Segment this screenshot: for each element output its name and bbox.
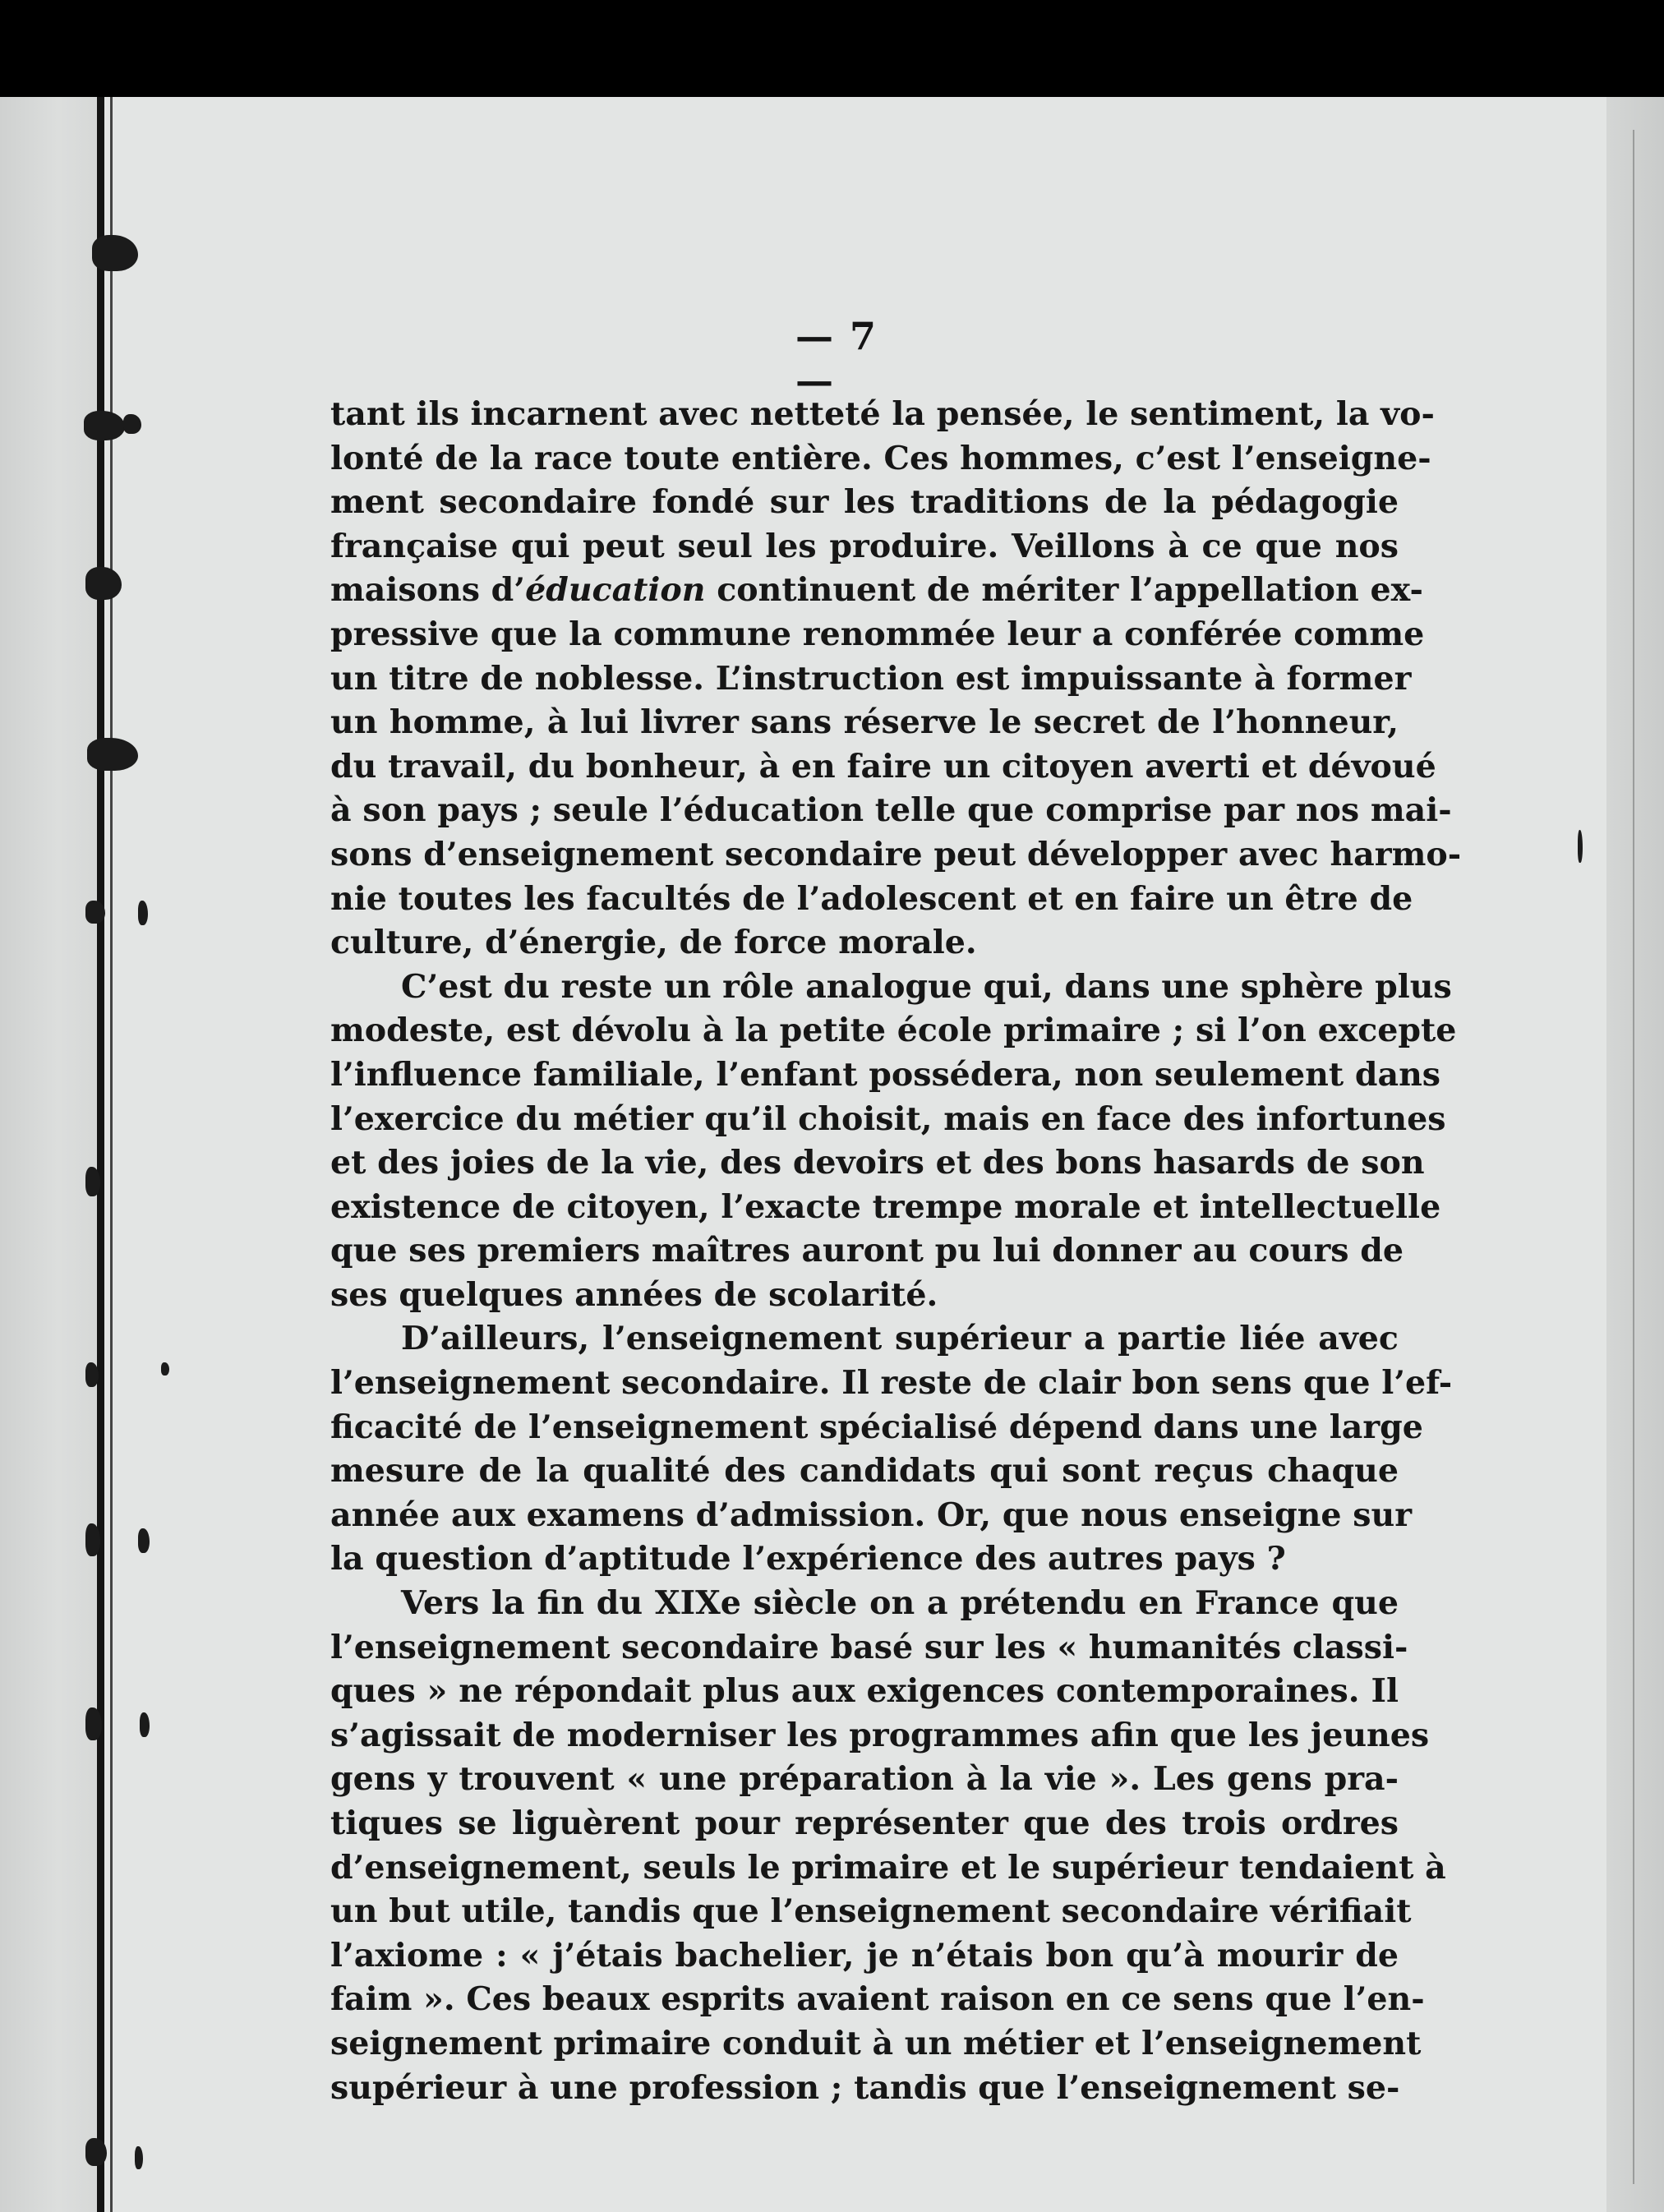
text-line: tiques se liguèrent pour représenter que des trois ordres	[330, 1804, 1399, 1842]
text-line: sons d’enseignement secondaire peut développer avec harmo-	[330, 835, 1462, 873]
text-line: gens y trouvent « une préparation à la vie ». Les gens pra-	[330, 1760, 1399, 1799]
text-line: ques » ne répondait plus aux exigences contemporaines. Il	[330, 1672, 1399, 1711]
text-line: C’est du reste un rôle analogue qui, dans une sphère plus	[401, 967, 1452, 1006]
binding-mark	[85, 1523, 100, 1556]
text-line: l’influence familiale, l’enfant possédera, non seulement dans	[330, 1055, 1441, 1094]
text-line: et des joies de la vie, des devoirs et des bons hasards de son	[330, 1144, 1425, 1182]
text-line: ses quelques années de scolarité.	[330, 1275, 938, 1314]
right-page-edge	[1606, 97, 1664, 2212]
text-line: année aux examens d’admission. Or, que nous enseigne sur	[330, 1495, 1413, 1534]
text-line: seignement primaire conduit à un métier et l’enseignement	[330, 2024, 1422, 2062]
text-line: pressive que la commune renommée leur a conférée comme	[330, 615, 1425, 653]
text-line: mesure de la qualité des candidats qui sont reçus chaque	[330, 1452, 1399, 1491]
binding-mark	[138, 901, 148, 925]
text-line: D’ailleurs, l’enseignement supérieur a partie liée avec	[401, 1320, 1399, 1358]
text-line: d’enseignement, seuls le primaire et le supérieur tendaient à	[330, 1848, 1446, 1887]
paragraph	[330, 1582, 1446, 2110]
binding-mark	[85, 2138, 107, 2166]
right-edge-mark	[1578, 830, 1583, 863]
binding-mark	[85, 1362, 99, 1387]
text-line: la question d’aptitude l’expérience des autres pays ?	[330, 1540, 1286, 1578]
text-line: française qui peut seul les produire. Veillons à ce que nos	[330, 527, 1399, 565]
text-line: Vers la fin du XIXe siècle on a prétendu en France que	[401, 1584, 1399, 1623]
text-line: ment secondaire fondé sur les traditions de la pédagogie	[330, 483, 1399, 522]
text-line: tant ils incarnent avec netteté la pensée, le sentiment, la vo-	[330, 395, 1435, 433]
right-edge-line	[1633, 130, 1634, 2184]
binding-mark	[135, 2146, 143, 2169]
binding-mark	[87, 738, 138, 771]
left-page-edge	[0, 97, 97, 2212]
text-line: ficacité de l’enseignement spécialisé dépend dans une large	[330, 1408, 1423, 1446]
binding-mark	[123, 414, 141, 434]
text-line: un but utile, tandis que l’enseignement secondaire vérifiait	[330, 1892, 1412, 1931]
body-text	[330, 393, 1462, 2110]
text-line: existence de citoyen, l’exacte trempe morale et intellectuelle	[330, 1187, 1441, 1226]
text-line: faim ». Ces beaux esprits avaient raison en ce sens que l’en-	[330, 1980, 1425, 2019]
paragraph	[330, 965, 1457, 1318]
text-line: nie toutes les facultés de l’adolescent et en faire un être de	[330, 879, 1413, 918]
text-line: un homme, à lui livrer sans réserve le secret de l’honneur,	[330, 703, 1399, 742]
text-line: un titre de noblesse. L’instruction est impuissante à former	[330, 659, 1412, 698]
paragraph	[330, 393, 1462, 965]
binding-mark	[92, 235, 138, 271]
text-line: culture, d’énergie, de force morale.	[330, 924, 977, 962]
text-line: s’agissait de moderniser les programmes afin que les jeunes	[330, 1716, 1430, 1754]
text-line: l’axiome : « j’étais bachelier, je n’étais bon qu’à mourir de	[330, 1936, 1399, 1975]
binding-mark	[84, 411, 125, 440]
text-line: l’enseignement secondaire. Il reste de clair bon sens que l’ef-	[330, 1364, 1453, 1403]
text-line: l’exercice du métier qu’il choisit, mais en face des infortunes	[330, 1099, 1446, 1138]
binding-mark	[85, 901, 105, 924]
text-line: supérieur à une profession ; tandis que l’enseignement se-	[330, 2068, 1400, 2107]
binding-mark	[138, 1528, 150, 1553]
text-line: du travail, du bonheur, à en faire un citoyen averti et dévoué	[330, 747, 1436, 786]
binding-mark	[161, 1362, 169, 1376]
page-number: — 7 —	[795, 314, 878, 403]
text-line: maisons d’éducation continuent de mériter l’appellation ex-	[330, 571, 1423, 610]
text-line: modeste, est dévolu à la petite école primaire ; si l’on excepte	[330, 1012, 1457, 1050]
text-line: l’enseignement secondaire basé sur les « humanités classi-	[330, 1628, 1408, 1666]
paragraph	[330, 1317, 1453, 1582]
text-line: à son pays ; seule l’éducation telle que comprise par nos mai-	[330, 791, 1452, 830]
binding-mark	[85, 1167, 100, 1196]
binding-mark	[85, 567, 122, 600]
text-line: lonté de la race toute entière. Ces hommes, c’est l’enseigne-	[330, 439, 1431, 477]
text-line: que ses premiers maîtres auront pu lui donner au cours de	[330, 1232, 1404, 1270]
binding-mark	[85, 1707, 102, 1740]
binding-mark	[140, 1712, 150, 1737]
